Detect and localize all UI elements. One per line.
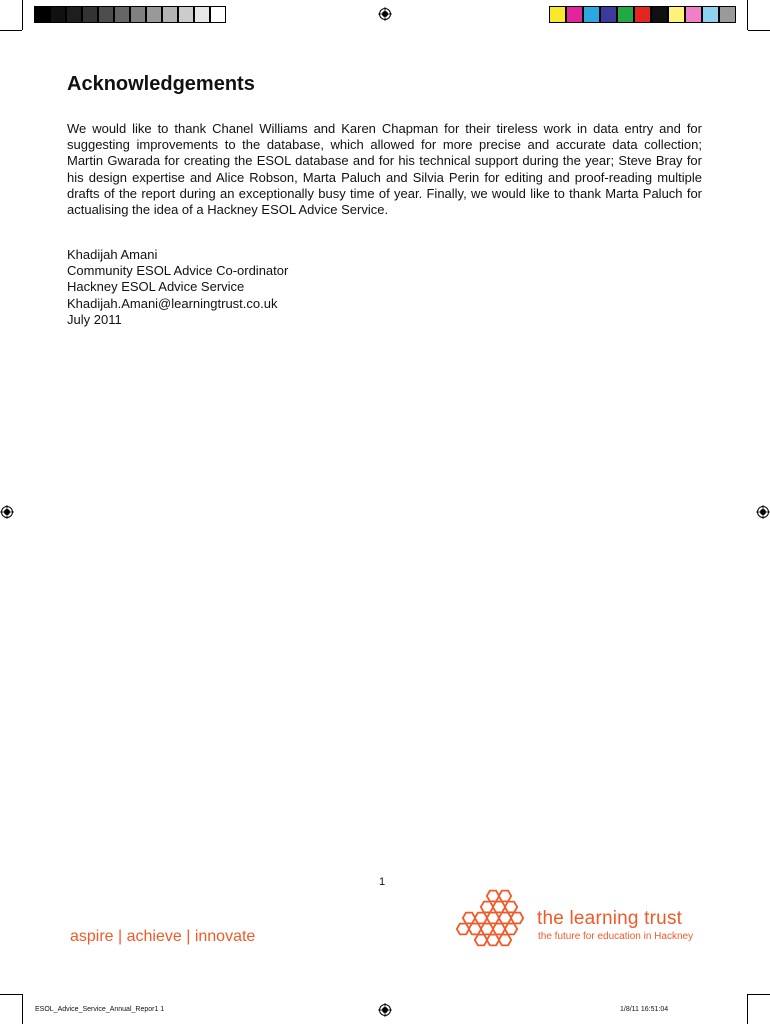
slogan: aspire | achieve | innovate [70, 928, 256, 945]
logo-hexagon [487, 935, 499, 946]
color-swatch [178, 6, 194, 23]
signatory-role: Community ESOL Advice Co-ordinator [67, 263, 289, 279]
crop-mark [748, 994, 770, 995]
crop-mark [0, 30, 22, 31]
logo-hexagon [505, 924, 517, 935]
color-swatch [719, 6, 736, 23]
color-swatch [583, 6, 600, 23]
logo-hexagon [499, 913, 511, 924]
color-swatch [162, 6, 178, 23]
registration-mark-icon [378, 1003, 392, 1017]
color-swatch [617, 6, 634, 23]
signature-date: July 2011 [67, 311, 122, 327]
brand-name: the learning trust [537, 908, 683, 929]
color-swatch [34, 6, 50, 23]
logo-hexagon [487, 913, 499, 924]
footer-filename: ESOL_Advice_Service_Annual_Repor1 1 [35, 1006, 165, 1013]
signature-block [67, 247, 288, 328]
crop-mark [22, 0, 23, 30]
color-swatch [50, 6, 66, 23]
logo-hexagon [493, 902, 505, 913]
page-title: Acknowledgements [67, 73, 255, 95]
crop-mark [0, 994, 22, 995]
logo-hexagon [487, 891, 499, 902]
registration-mark-icon [0, 505, 14, 519]
color-swatch [702, 6, 719, 23]
logo-hexagon [475, 913, 487, 924]
registration-mark-icon [756, 505, 770, 519]
color-swatch [82, 6, 98, 23]
color-swatch [130, 6, 146, 23]
signatory-organisation: Hackney ESOL Advice Service [67, 279, 245, 295]
logo-hexagon [463, 913, 475, 924]
crop-mark [747, 0, 748, 30]
crop-mark [22, 994, 23, 1024]
color-swatch [194, 6, 210, 23]
logo-hexagon [457, 924, 469, 935]
crop-mark [747, 994, 748, 1024]
footer-timestamp: 1/8/11 16:51:04 [620, 1006, 669, 1013]
honeycomb-logo-icon [453, 888, 533, 954]
color-swatch [685, 6, 702, 23]
logo-hexagon [481, 902, 493, 913]
color-swatch [210, 6, 226, 23]
logo-hexagon [511, 913, 523, 924]
logo-hexagon [481, 924, 493, 935]
logo-hexagon [469, 924, 481, 935]
cmyk-color-bar [549, 6, 736, 23]
logo-hexagon [493, 924, 505, 935]
logo-hexagon [499, 891, 511, 902]
color-swatch [549, 6, 566, 23]
color-swatch [66, 6, 82, 23]
color-swatch [634, 6, 651, 23]
color-swatch [146, 6, 162, 23]
acknowledgements-paragraph: We would like to thank Chanel Williams and Karen Chapman for their tireless work in data entry and for suggesting improvements to the database, which allowed for more precise and accurate data collection; Martin Gwarada for creating the ESOL database and for his technical support during the year; Steve Bray for his design expertise and Alice Robson, Marta Paluch and Silvia Perin for editing and proof-reading multiple drafts of the report during an exceptionally busy time of year. Finally, we would like to thank Marta Paluch for actualising the idea of a Hackney ESOL Advice Service. [67, 121, 702, 218]
logo-hexagon [505, 902, 517, 913]
logo-hexagon [475, 935, 487, 946]
signatory-email: Khadijah.Amani@learningtrust.co.uk [67, 295, 278, 311]
grayscale-color-bar [34, 6, 226, 23]
color-swatch [98, 6, 114, 23]
color-swatch [651, 6, 668, 23]
registration-mark-icon [378, 7, 392, 21]
color-swatch [668, 6, 685, 23]
crop-mark [748, 30, 770, 31]
color-swatch [114, 6, 130, 23]
brand-tagline: the future for education in Hackney [538, 931, 694, 942]
color-swatch [600, 6, 617, 23]
signatory-name: Khadijah Amani [67, 247, 158, 262]
logo-hexagon [499, 935, 511, 946]
page-number: 1 [379, 876, 386, 888]
color-swatch [566, 6, 583, 23]
